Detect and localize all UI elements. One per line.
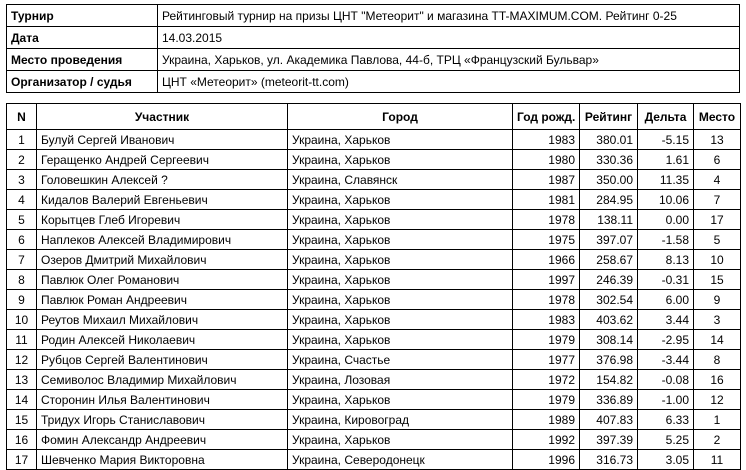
cell-place: 9 (694, 290, 741, 310)
cell-birth-year: 1980 (513, 150, 580, 170)
cell-place: 17 (694, 210, 741, 230)
cell-delta: -3.44 (638, 350, 694, 370)
info-row-venue (7, 49, 740, 71)
cell-participant: Головешкин Алексей ? (37, 170, 288, 190)
cell-city: Украина, Славянск (288, 170, 513, 190)
cell-number: 2 (7, 150, 37, 170)
cell-rating: 407.83 (580, 410, 638, 430)
cell-place: 3 (694, 310, 741, 330)
cell-number: 16 (7, 430, 37, 450)
cell-rating: 397.39 (580, 430, 638, 450)
cell-birth-year: 1996 (513, 450, 580, 470)
cell-participant: Родин Алексей Николаевич (37, 330, 288, 350)
cell-participant: Реутов Михаил Михайлович (37, 310, 288, 330)
table-row (7, 410, 741, 430)
cell-rating: 376.98 (580, 350, 638, 370)
cell-delta: -5.15 (638, 130, 694, 150)
cell-participant: Шевченко Мария Викторовна (37, 450, 288, 470)
cell-participant: Тридух Игорь Станиславович (37, 410, 288, 430)
table-row (7, 370, 741, 390)
cell-birth-year: 1981 (513, 190, 580, 210)
cell-number: 12 (7, 350, 37, 370)
cell-rating: 302.54 (580, 290, 638, 310)
cell-number: 6 (7, 230, 37, 250)
cell-participant: Семиволос Владимир Михайлович (37, 370, 288, 390)
cell-place: 4 (694, 170, 741, 190)
cell-number: 14 (7, 390, 37, 410)
table-row (7, 390, 741, 410)
cell-rating: 330.36 (580, 150, 638, 170)
cell-rating: 154.82 (580, 370, 638, 390)
cell-delta: -1.58 (638, 230, 694, 250)
cell-rating: 284.95 (580, 190, 638, 210)
cell-city: Украина, Харьков (288, 150, 513, 170)
table-row (7, 230, 741, 250)
table-row (7, 150, 741, 170)
cell-participant: Булуй Сергей Иванович (37, 130, 288, 150)
cell-place: 10 (694, 250, 741, 270)
table-row (7, 190, 741, 210)
cell-place: 15 (694, 270, 741, 290)
cell-participant: Павлюк Олег Романович (37, 270, 288, 290)
info-value-date: 14.03.2015 (158, 27, 740, 49)
info-label-tournament: Турнир (7, 5, 158, 27)
cell-birth-year: 1992 (513, 430, 580, 450)
cell-number: 1 (7, 130, 37, 150)
cell-birth-year: 1997 (513, 270, 580, 290)
column-header-number: N (7, 104, 37, 130)
table-row (7, 130, 741, 150)
cell-birth-year: 1978 (513, 290, 580, 310)
cell-participant: Озеров Дмитрий Михайлович (37, 250, 288, 270)
cell-delta: -2.95 (638, 330, 694, 350)
cell-city: Украина, Харьков (288, 430, 513, 450)
tournament-info-table (6, 4, 740, 93)
cell-participant: Сторонин Илья Валентинович (37, 390, 288, 410)
cell-birth-year: 1983 (513, 130, 580, 150)
cell-delta: 1.61 (638, 150, 694, 170)
cell-place: 1 (694, 410, 741, 430)
table-row (7, 450, 741, 470)
cell-rating: 336.89 (580, 390, 638, 410)
cell-city: Украина, Счастье (288, 350, 513, 370)
cell-number: 17 (7, 450, 37, 470)
cell-participant: Рубцов Сергей Валентинович (37, 350, 288, 370)
cell-city: Украина, Харьков (288, 250, 513, 270)
column-header-city: Город (288, 104, 513, 130)
cell-city: Украина, Харьков (288, 230, 513, 250)
table-row (7, 210, 741, 230)
cell-number: 13 (7, 370, 37, 390)
cell-place: 13 (694, 130, 741, 150)
cell-place: 6 (694, 150, 741, 170)
table-row (7, 310, 741, 330)
cell-rating: 138.11 (580, 210, 638, 230)
cell-place: 5 (694, 230, 741, 250)
cell-participant: Корытцев Глеб Игоревич (37, 210, 288, 230)
cell-birth-year: 1979 (513, 330, 580, 350)
info-label-organizer: Организатор / судья (7, 71, 158, 93)
info-label-venue: Место проведения (7, 49, 158, 71)
cell-birth-year: 1977 (513, 350, 580, 370)
cell-place: 14 (694, 330, 741, 350)
cell-delta: 8.13 (638, 250, 694, 270)
column-header-delta: Дельта (638, 104, 694, 130)
cell-number: 8 (7, 270, 37, 290)
results-header-row (7, 104, 741, 130)
cell-rating: 258.67 (580, 250, 638, 270)
cell-delta: 3.44 (638, 310, 694, 330)
cell-number: 11 (7, 330, 37, 350)
cell-city: Украина, Кировоград (288, 410, 513, 430)
cell-city: Украина, Харьков (288, 330, 513, 350)
cell-place: 7 (694, 190, 741, 210)
cell-number: 4 (7, 190, 37, 210)
cell-birth-year: 1978 (513, 210, 580, 230)
table-row (7, 430, 741, 450)
cell-delta: 0.00 (638, 210, 694, 230)
info-row-tournament (7, 5, 740, 27)
cell-delta: 10.06 (638, 190, 694, 210)
cell-place: 2 (694, 430, 741, 450)
cell-place: 12 (694, 390, 741, 410)
cell-participant: Наплеков Алексей Владимирович (37, 230, 288, 250)
cell-participant: Павлюк Роман Андреевич (37, 290, 288, 310)
cell-number: 15 (7, 410, 37, 430)
cell-birth-year: 1979 (513, 390, 580, 410)
info-value-tournament: Рейтинговый турнир на призы ЦНТ "Метеорит" и магазина TT-MAXIMUM.COM. Рейтинг 0-25 (158, 5, 740, 27)
cell-delta: 6.33 (638, 410, 694, 430)
cell-city: Украина, Харьков (288, 390, 513, 410)
cell-delta: -0.08 (638, 370, 694, 390)
cell-birth-year: 1989 (513, 410, 580, 430)
table-row (7, 330, 741, 350)
cell-birth-year: 1972 (513, 370, 580, 390)
cell-city: Украина, Харьков (288, 190, 513, 210)
cell-delta: 3.05 (638, 450, 694, 470)
cell-rating: 316.73 (580, 450, 638, 470)
cell-city: Украина, Харьков (288, 290, 513, 310)
cell-birth-year: 1966 (513, 250, 580, 270)
cell-delta: 11.35 (638, 170, 694, 190)
cell-delta: 5.25 (638, 430, 694, 450)
table-row (7, 290, 741, 310)
cell-city: Украина, Харьков (288, 210, 513, 230)
cell-rating: 350.00 (580, 170, 638, 190)
column-header-place: Место (694, 104, 741, 130)
cell-number: 10 (7, 310, 37, 330)
cell-place: 11 (694, 450, 741, 470)
cell-delta: -0.31 (638, 270, 694, 290)
column-header-participant: Участник (37, 104, 288, 130)
column-header-rating: Рейтинг (580, 104, 638, 130)
info-value-organizer: ЦНТ «Метеорит» (meteorit-tt.com) (158, 71, 740, 93)
cell-delta: 6.00 (638, 290, 694, 310)
cell-number: 5 (7, 210, 37, 230)
info-row-organizer (7, 71, 740, 93)
table-row (7, 170, 741, 190)
cell-number: 3 (7, 170, 37, 190)
cell-rating: 403.62 (580, 310, 638, 330)
table-row (7, 270, 741, 290)
cell-rating: 308.14 (580, 330, 638, 350)
cell-place: 16 (694, 370, 741, 390)
cell-number: 7 (7, 250, 37, 270)
table-row (7, 350, 741, 370)
cell-birth-year: 1975 (513, 230, 580, 250)
cell-city: Украина, Харьков (288, 270, 513, 290)
info-value-venue: Украина, Харьков, ул. Академика Павлова, 44-б, ТРЦ «Французский Бульвар» (158, 49, 740, 71)
column-header-birth-year: Год рожд. (513, 104, 580, 130)
info-row-date (7, 27, 740, 49)
cell-place: 8 (694, 350, 741, 370)
cell-participant: Фомин Александр Андреевич (37, 430, 288, 450)
cell-rating: 397.07 (580, 230, 638, 250)
cell-city: Украина, Харьков (288, 130, 513, 150)
cell-city: Украина, Харьков (288, 310, 513, 330)
info-label-date: Дата (7, 27, 158, 49)
cell-city: Украина, Северодонецк (288, 450, 513, 470)
cell-birth-year: 1983 (513, 310, 580, 330)
cell-rating: 380.01 (580, 130, 638, 150)
results-table (6, 103, 741, 470)
cell-participant: Кидалов Валерий Евгеньевич (37, 190, 288, 210)
table-row (7, 250, 741, 270)
cell-birth-year: 1987 (513, 170, 580, 190)
cell-participant: Геращенко Андрей Сергеевич (37, 150, 288, 170)
cell-delta: -1.00 (638, 390, 694, 410)
cell-city: Украина, Лозовая (288, 370, 513, 390)
cell-rating: 246.39 (580, 270, 638, 290)
cell-number: 9 (7, 290, 37, 310)
